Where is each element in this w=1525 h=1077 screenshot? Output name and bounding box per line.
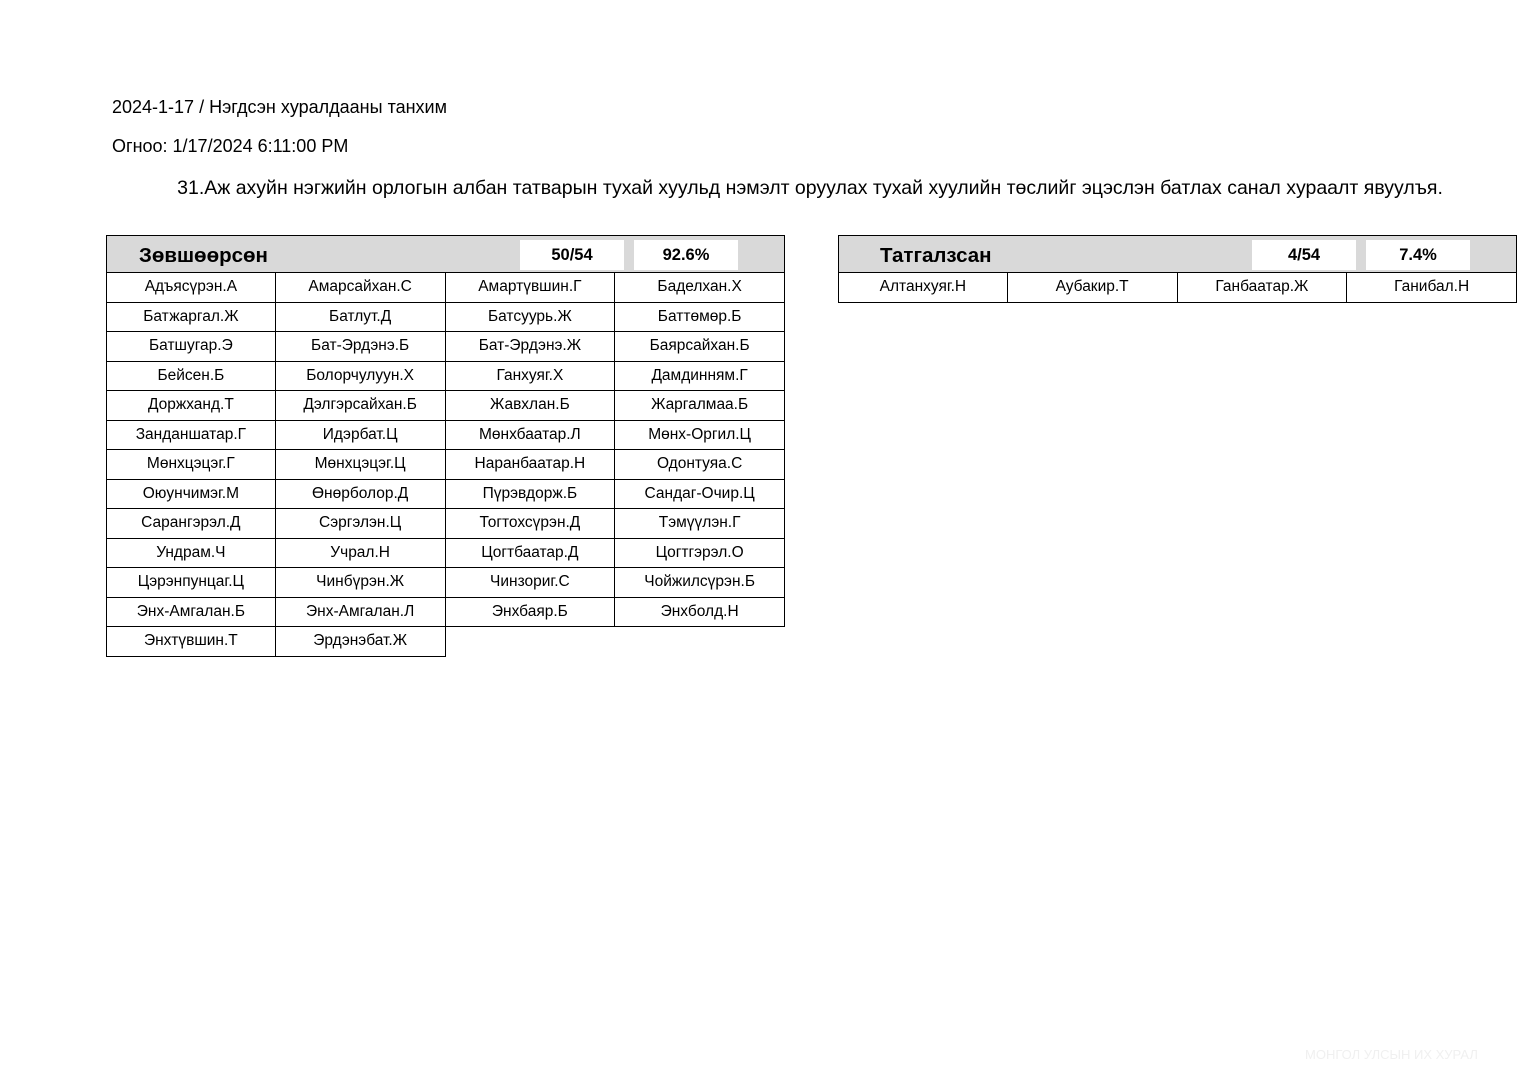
approved-member-cell: Баттөмөр.Б — [615, 303, 785, 333]
approved-member-cell: Сэргэлэн.Ц — [276, 509, 446, 539]
approved-percent: 92.6% — [634, 240, 738, 270]
approved-label: Зөвшөөрсөн — [139, 244, 268, 267]
approved-member-cell: Чойжилсүрэн.Б — [615, 568, 785, 598]
approved-names-grid — [106, 273, 785, 657]
approved-member-cell: Идэрбат.Ц — [276, 421, 446, 451]
approved-member-cell: Чинзориг.С — [446, 568, 616, 598]
approved-member-cell: Ундрам.Ч — [106, 539, 276, 569]
approved-member-cell: Сандаг-Очир.Ц — [615, 480, 785, 510]
approved-member-cell: Батлут.Д — [276, 303, 446, 333]
approved-member-cell: Болорчулуун.Х — [276, 362, 446, 392]
approved-member-cell: Баярсайхан.Б — [615, 332, 785, 362]
approved-member-cell: Энхбаяр.Б — [446, 598, 616, 628]
approved-member-cell: Жавхлан.Б — [446, 391, 616, 421]
rejected-member-cell: Ганбаатар.Ж — [1178, 273, 1348, 303]
approved-member-cell: Ганхуяг.Х — [446, 362, 616, 392]
approved-member-cell: Амартүвшин.Г — [446, 273, 616, 303]
approved-member-cell: Энх-Амгалан.Б — [106, 598, 276, 628]
approved-member-cell: Мөнхцэцэг.Ц — [276, 450, 446, 480]
approved-member-cell: Чинбүрэн.Ж — [276, 568, 446, 598]
approved-member-cell: Эрдэнэбат.Ж — [276, 627, 446, 657]
approved-member-cell: Энхболд.Н — [615, 598, 785, 628]
approved-member-cell: Доржханд.Т — [106, 391, 276, 421]
approved-member-cell: Цогтбаатар.Д — [446, 539, 616, 569]
approved-member-cell: Мөнх-Оргил.Ц — [615, 421, 785, 451]
approved-count: 50/54 — [520, 240, 624, 270]
approved-member-cell: Жаргалмаа.Б — [615, 391, 785, 421]
approved-member-cell: Занданшатар.Г — [106, 421, 276, 451]
rejected-panel — [838, 235, 1517, 303]
approved-member-cell: Одонтуяа.С — [615, 450, 785, 480]
approved-member-cell: Бейсен.Б — [106, 362, 276, 392]
approved-member-cell: Тэмүүлэн.Г — [615, 509, 785, 539]
approved-member-cell: Цэрэнпунцаг.Ц — [106, 568, 276, 598]
rejected-label: Татгалзсан — [880, 244, 992, 267]
watermark: МОНГОЛ УЛСЫН ИХ ХУРАЛ — [1305, 1047, 1478, 1062]
rejected-percent: 7.4% — [1366, 240, 1470, 270]
approved-member-cell: Батжаргал.Ж — [106, 303, 276, 333]
approved-member-cell: Тогтохсүрэн.Д — [446, 509, 616, 539]
rejected-count: 4/54 — [1252, 240, 1356, 270]
approved-member-cell: Мөнхцэцэг.Г — [106, 450, 276, 480]
rejected-header — [838, 235, 1517, 273]
approved-member-cell: Амарсайхан.С — [276, 273, 446, 303]
approved-member-cell: Батшугар.Э — [106, 332, 276, 362]
motion-title: 31.Аж ахуйн нэгжийн орлогын албан татварын тухай хуульд нэмэлт оруулах тухай хуулийн төслийг эцэслэн батлах санал хураалт явуулъя. — [177, 177, 1443, 199]
approved-header — [106, 235, 785, 273]
vote-date: Огноо: 1/17/2024 6:11:00 PM — [112, 136, 349, 156]
approved-member-cell: Бат-Эрдэнэ.Б — [276, 332, 446, 362]
approved-member-cell: Адъясүрэн.А — [106, 273, 276, 303]
approved-member-cell: Пүрэвдорж.Б — [446, 480, 616, 510]
approved-member-cell: Наранбаатар.Н — [446, 450, 616, 480]
approved-member-cell: Сарангэрэл.Д — [106, 509, 276, 539]
approved-member-cell: Бат-Эрдэнэ.Ж — [446, 332, 616, 362]
approved-panel — [106, 235, 785, 657]
rejected-names-grid — [838, 273, 1517, 303]
approved-member-cell: Мөнхбаатар.Л — [446, 421, 616, 451]
approved-member-cell: Цогтгэрэл.О — [615, 539, 785, 569]
session-title: 2024-1-17 / Нэгдсэн хуралдааны танхим — [112, 97, 447, 117]
approved-member-cell: Баделхан.Х — [615, 273, 785, 303]
rejected-member-cell: Ганибал.Н — [1347, 273, 1517, 303]
approved-member-cell: Өнөрболор.Д — [276, 480, 446, 510]
approved-member-cell: Энхтүвшин.Т — [106, 627, 276, 657]
approved-member-cell: Оюунчимэг.М — [106, 480, 276, 510]
rejected-member-cell: Алтанхуяг.Н — [838, 273, 1008, 303]
approved-member-cell: Дамдинням.Г — [615, 362, 785, 392]
rejected-member-cell: Аубакир.Т — [1008, 273, 1178, 303]
approved-member-cell: Энх-Амгалан.Л — [276, 598, 446, 628]
approved-member-cell: Учрал.Н — [276, 539, 446, 569]
approved-member-cell: Дэлгэрсайхан.Б — [276, 391, 446, 421]
approved-member-cell: Батсуурь.Ж — [446, 303, 616, 333]
